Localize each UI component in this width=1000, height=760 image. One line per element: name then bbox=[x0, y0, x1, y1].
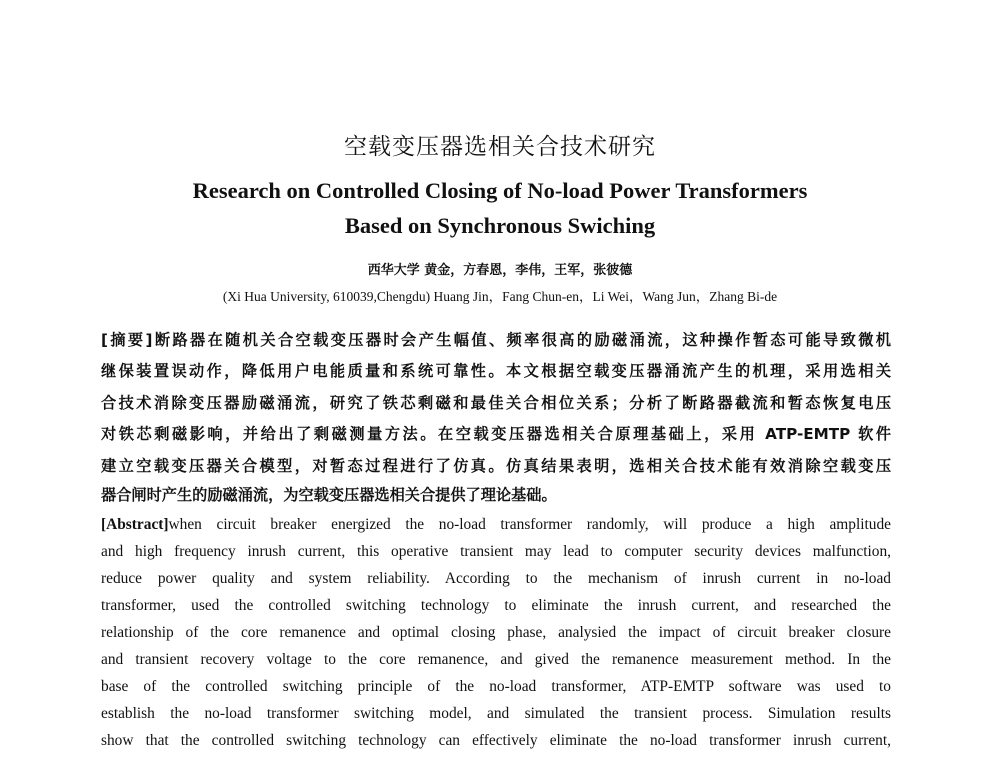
abstract-cn-line: 合技术消除变压器励磁涌流，研究了铁芯剩磁和最佳关合相位关系；分析了断路器截流和暂态恢复电压 bbox=[101, 394, 891, 412]
abstract-en-line: and transient recovery voltage to the core remanence, and gived the remanence measurement method. In the bbox=[101, 651, 891, 668]
title-english-line-2: Based on Synchronous Swiching bbox=[344, 213, 656, 238]
abstract-en-line: and high frequency inrush current, this operative transient may lead to computer security devices malfunction, bbox=[101, 543, 891, 560]
abstract-en-line: transformer, used the controlled switching technology to eliminate the inrush current, and researched the bbox=[101, 597, 891, 614]
abstract-en-label: [Abstract] bbox=[101, 516, 169, 533]
abstract-cn-line: [摘要]断路器在随机关合空载变压器时会产生幅值、频率很高的励磁涌流，这种操作暂态可能导致微机 bbox=[101, 331, 891, 349]
abstract-cn-line: 器合闸时产生的励磁涌流，为空载变压器选相关合提供了理论基础。 bbox=[101, 486, 557, 504]
authors-chinese: 西华大学 黄金，方春恩，李伟，王军，张彼德 bbox=[367, 263, 633, 278]
title-chinese: 空载变压器选相关合技术研究 bbox=[344, 134, 656, 160]
abstract-en-line: establish the no-load transformer switching model, and simulated the transient process. Simulation results bbox=[101, 705, 891, 722]
abstract-cn-label: [摘要] bbox=[101, 331, 153, 349]
abstract-cn-line: 继保装置误动作，降低用户电能质量和系统可靠性。本文根据空载变压器涌流产生的机理，采用选相关 bbox=[101, 362, 891, 380]
abstract-en-line: show that the controlled switching technology can effectively eliminate the no-load transformer inrush current, bbox=[101, 732, 891, 749]
abstract-en-line: reduce power quality and system reliability. According to the mechanism of inrush current in no-load bbox=[101, 570, 891, 587]
authors-english: (Xi Hua University, 610039,Chengdu) Huang Jin，Fang Chun-en，Li Wei，Wang Jun，Zhang Bi-de bbox=[222, 289, 778, 304]
abstract-cn-line: 建立空载变压器关合模型，对暂态过程进行了仿真。仿真结果表明，选相关合技术能有效消除空载变压 bbox=[101, 457, 891, 475]
title-english-line-1: Research on Controlled Closing of No-load Power Transformers bbox=[192, 178, 808, 203]
abstract-cn-line: 对铁芯剩磁影响，并给出了剩磁测量方法。在空载变压器选相关合原理基础上，采用 ATP-EMTP 软件 bbox=[101, 425, 891, 443]
abstract-en-line: relationship of the core remanence and optimal closing phase, analysied the impact of circuit breaker closure bbox=[101, 624, 891, 641]
abstract-en-line: base of the controlled switching principle of the no-load transformer, ATP-EMTP software was used to bbox=[101, 678, 891, 695]
abstract-en-line: [Abstract]when circuit breaker energized the no-load transformer randomly, will produce a high amplitude bbox=[101, 516, 891, 533]
